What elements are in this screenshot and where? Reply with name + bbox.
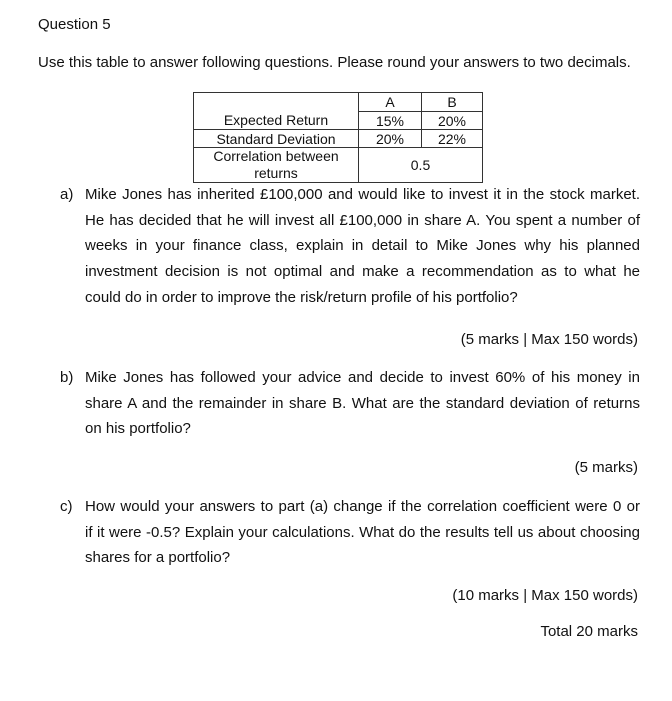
part-c-marks: (10 marks | Max 150 words) (452, 587, 638, 604)
part-a-letter: a) (60, 186, 74, 203)
part-b-marks: (5 marks) (574, 459, 638, 476)
part-a-line: weeks in your finance class, explain in detail to Mike Jones why his planned (85, 237, 640, 255)
table-header-a: A (359, 93, 422, 112)
total-marks: Total 20 marks (540, 623, 638, 640)
part-c-line: if it were -0.5? Explain your calculations. What do the results tell us about choosing (85, 523, 640, 541)
part-b-line: share A and the remainder in share B. What are the standard deviation of returns (85, 394, 640, 412)
table-header-blank (194, 93, 359, 112)
part-a-line: investment decision is not optimal and make a recommendation as to what he (85, 263, 640, 281)
part-a-text (85, 182, 640, 311)
expected-return-b: 20% (422, 112, 483, 130)
part-a-line: He has decided that he will invest all £100,000 in share A. You spent a number of (85, 211, 640, 229)
part-a-marks: (5 marks | Max 150 words) (460, 331, 638, 348)
part-b-line: Mike Jones has followed your advice and decide to invest 60% of his money in (85, 369, 640, 386)
correlation-label-line1: Correlation between (213, 148, 339, 164)
part-b-line: on his portfolio? (85, 420, 191, 438)
row-label-standard-deviation: Standard Deviation (194, 130, 359, 148)
correlation-value: 0.5 (359, 148, 483, 183)
table-header-b: B (422, 93, 483, 112)
row-label-correlation (194, 148, 359, 183)
part-c-letter: c) (60, 498, 73, 515)
table-header-row (194, 93, 483, 112)
part-a-line: could do in order to improve the risk/return profile of his portfolio? (85, 288, 518, 306)
table-row-standard-deviation (194, 130, 483, 148)
part-c-text (85, 494, 640, 571)
standard-deviation-a: 20% (359, 130, 422, 148)
returns-table (193, 92, 483, 183)
part-a-line: Mike Jones has inherited £100,000 and would like to invest it in the stock market. (85, 186, 640, 203)
part-c-line: How would your answers to part (a) change if the correlation coefficient were 0 or (85, 498, 640, 515)
row-label-expected-return: Expected Return (194, 112, 359, 130)
table-row-expected-return (194, 112, 483, 130)
part-b-letter: b) (60, 369, 74, 386)
expected-return-a: 15% (359, 112, 422, 130)
part-b-text (85, 365, 640, 442)
instruction-text: Use this table to answer following questions. Please round your answers to two decimals. (38, 54, 631, 71)
part-c-line: shares for a portfolio? (85, 549, 231, 567)
standard-deviation-b: 22% (422, 130, 483, 148)
question-title: Question 5 (38, 16, 111, 33)
correlation-label-line2: returns (254, 165, 298, 181)
table-row-correlation (194, 148, 483, 183)
